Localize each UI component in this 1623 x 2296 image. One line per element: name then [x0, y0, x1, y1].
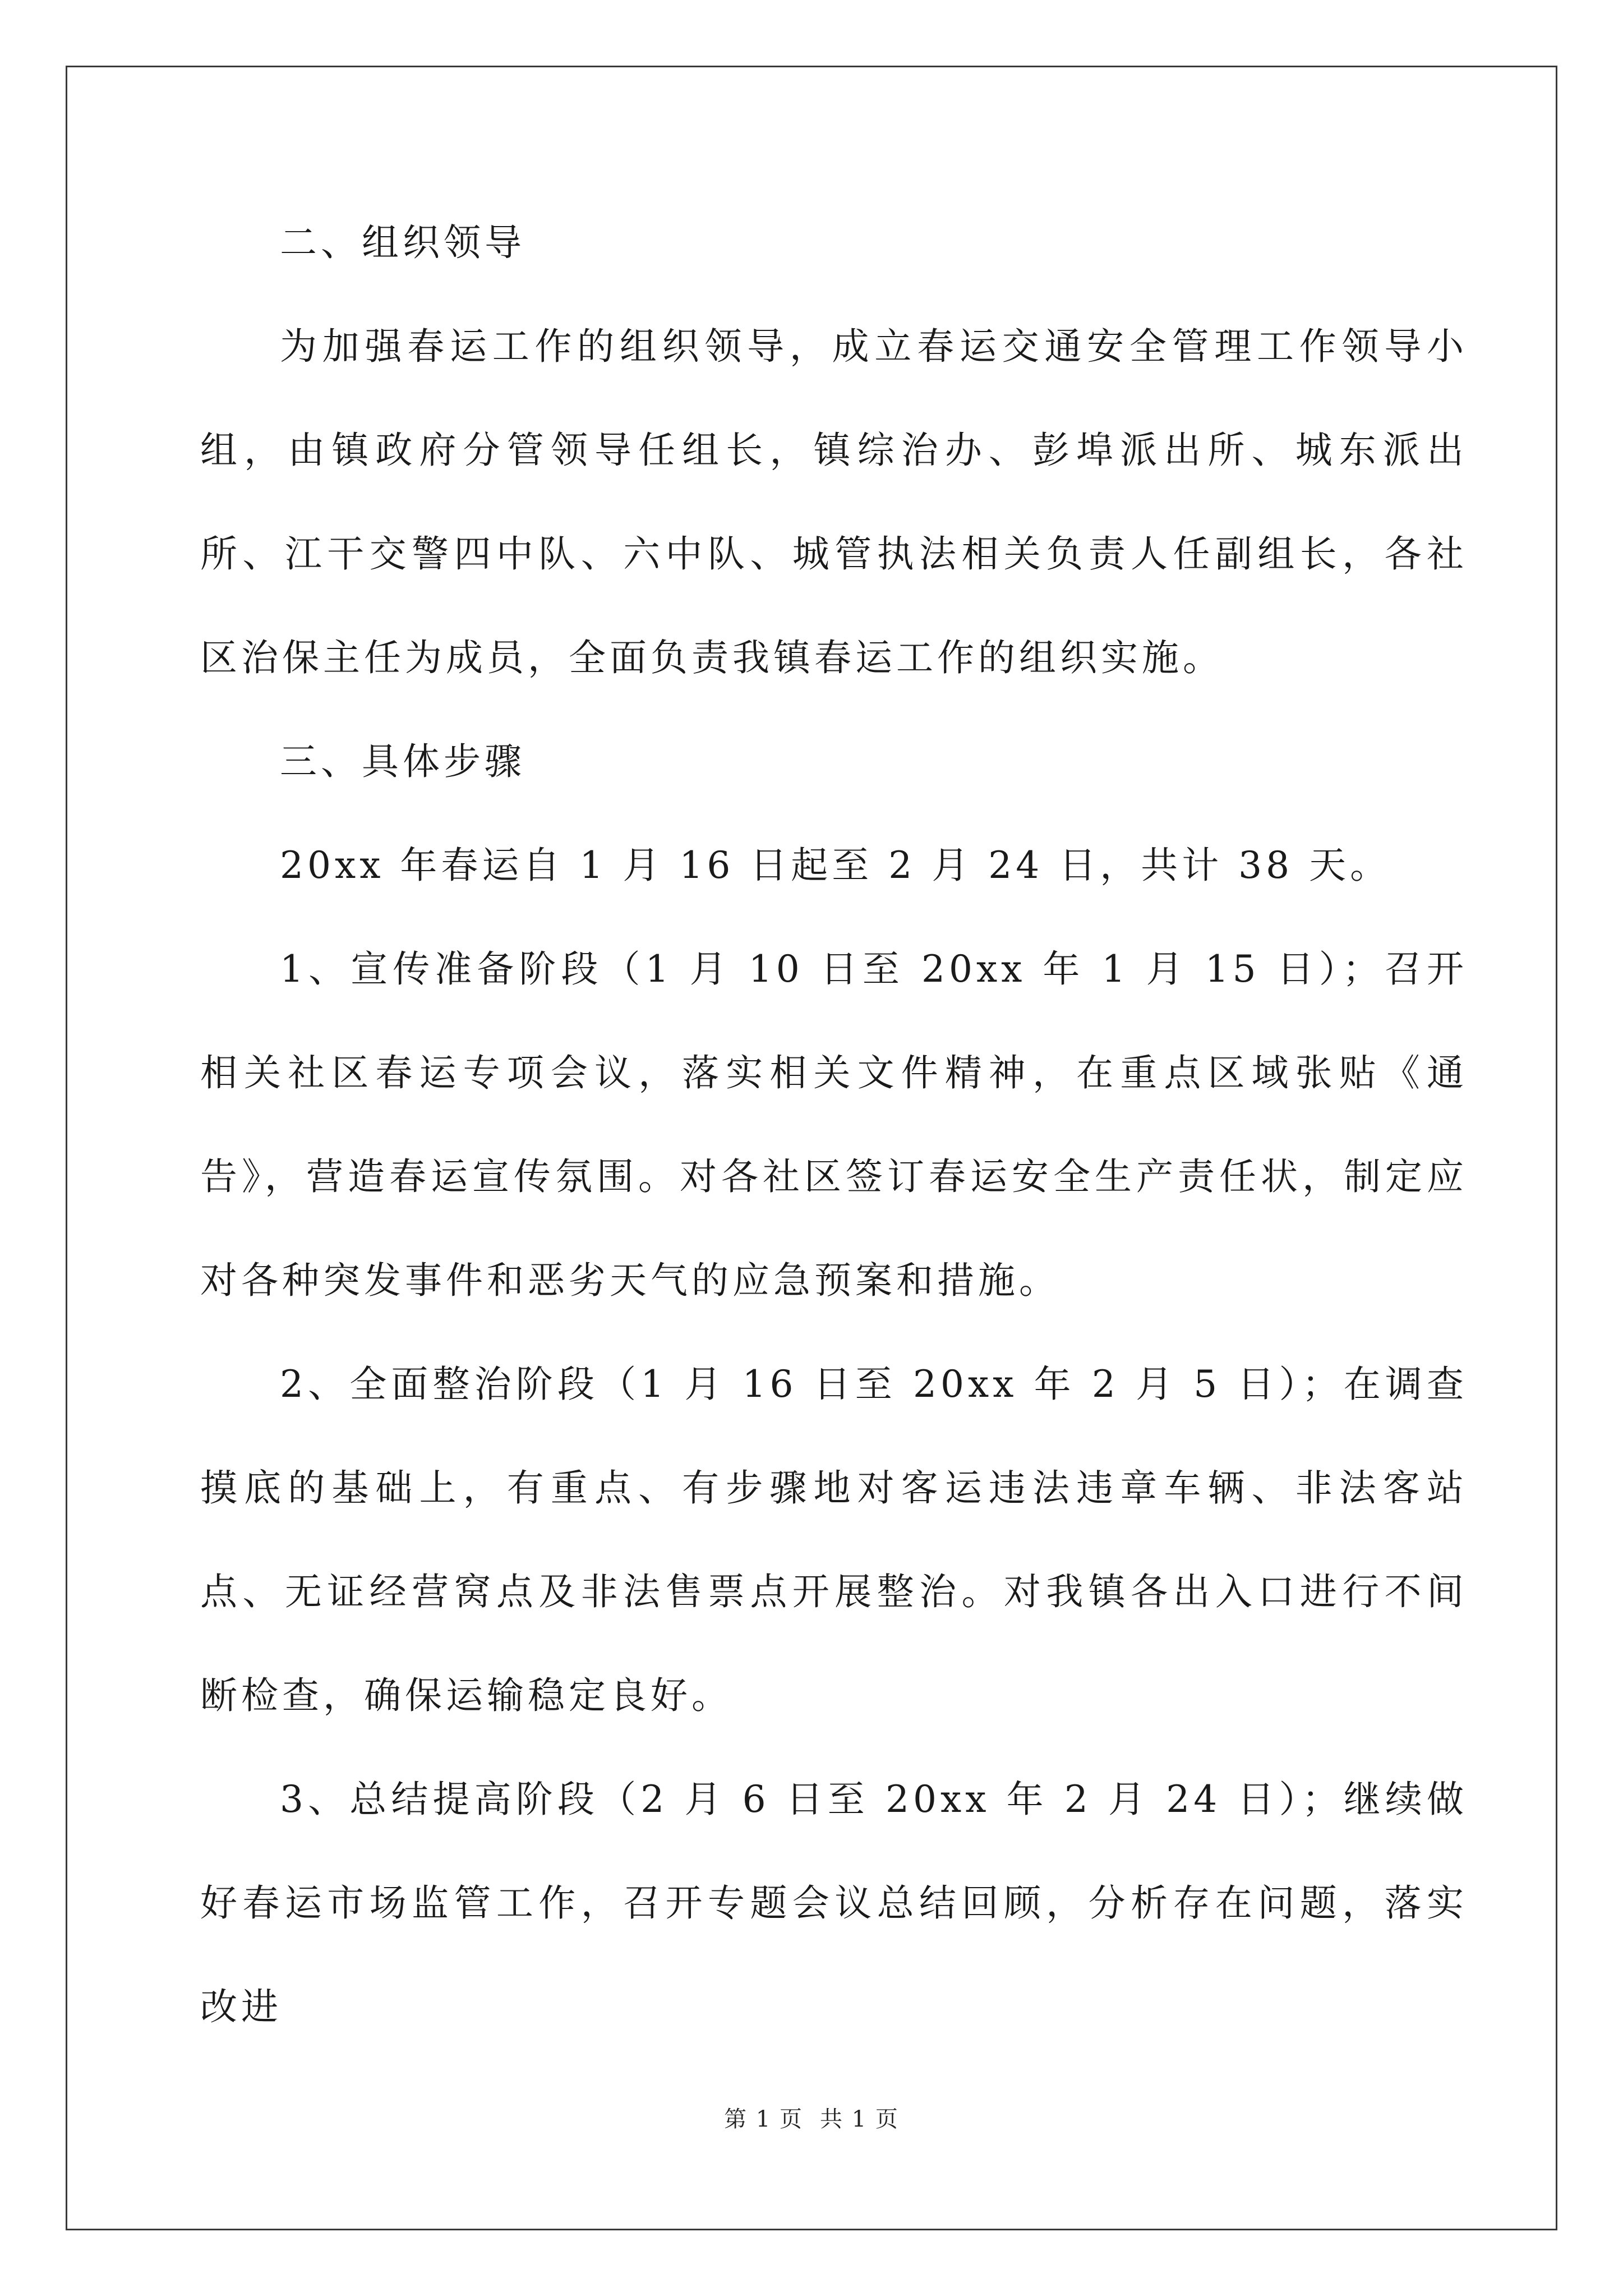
- section-heading-organization: 二、组织领导: [280, 221, 525, 264]
- page-number: 第 1 页: [724, 2106, 803, 2132]
- paragraph-leadership-group: 为加强春运工作的组织领导，成立春运交通安全管理工作领导小组，由镇政府分管领导任组长，镇综治办、彭埠派出所、城东派出所、江干交警四中队、六中队、城管执法相关负责人任副组长，各社区治保主任为成员，全面负责我镇春运工作的组织实施。: [200, 325, 1468, 679]
- paragraph-stage-3: 3、总结提高阶段（2 月 6 日至 20xx 年 2 月 24 日）；继续做好春运市场监管工作，召开专题会议总结回顾，分析存在问题，落实改进: [200, 1778, 1468, 2028]
- paragraph-period: 20xx 年春运自 1 月 16 日起至 2 月 24 日，共计 38 天。: [280, 844, 1391, 887]
- document-body: [200, 191, 1468, 2059]
- section-heading-steps: 三、具体步骤: [280, 740, 525, 783]
- page-total: 共 1 页: [820, 2106, 899, 2132]
- paragraph-stage-1: 1、宣传准备阶段（1 月 10 日至 20xx 年 1 月 15 日）；召开相关社区春运专项会议，落实相关文件精神，在重点区域张贴《通告》，营造春运宣传氛围。对各社区签订春运安全生产责任状，制定应对各种突发事件和恶劣天气的应急预案和措施。: [200, 947, 1468, 1302]
- page-footer: [0, 2101, 1623, 2133]
- paragraph-stage-2: 2、全面整治阶段（1 月 16 日至 20xx 年 2 月 5 日）；在调查摸底的基础上，有重点、有步骤地对客运违法违章车辆、非法客站点、无证经营窝点及非法售票点开展整治。对我镇各出入口进行不间断检查，确保运输稳定良好。: [200, 1363, 1468, 1717]
